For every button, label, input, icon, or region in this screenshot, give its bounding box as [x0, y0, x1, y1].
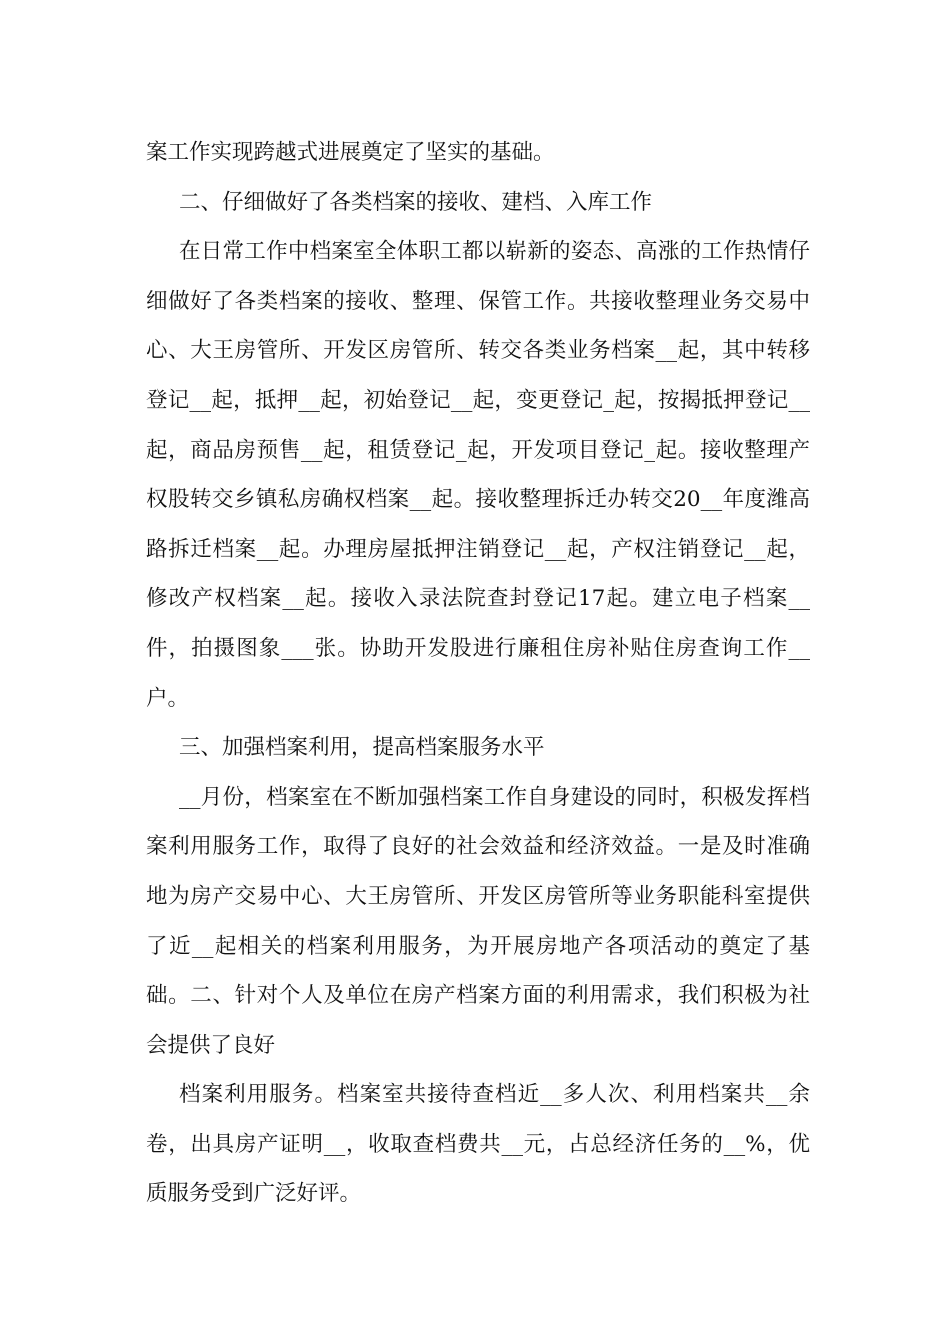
paragraph-archive-utilization: __月份，档案室在不断加强档案工作自身建设的同时，积极发挥档案利用服务工作，取得了良好的社会效益和经济效益。一是及时准确地为房产交易中心、大王房管所、开发区房管所等业务职能科室提供了近__起相关的档案利用服务，为开展房地产各项活动的奠定了基础。二、针对个人及单位在房产档案方面的利用需求，我们积极为社会提供了良好 — [146, 784, 810, 1058]
paragraph-continuation: 案工作实现跨越式进展奠定了坚实的基础。 — [146, 140, 555, 165]
section-heading-2: 二、仔细做好了各类档案的接收、建档、入库工作 — [179, 189, 653, 215]
paragraph-archive-service: 档案利用服务。档案室共接待查档近__多人次、利用档案共__余卷，出具房产证明__，收取查档费共__元，占总经济任务的__%，优质服务受到广泛好评。 — [146, 1082, 810, 1207]
document-body — [146, 128, 810, 1219]
paragraph-archive-receiving: 在日常工作中档案室全体职工都以崭新的姿态、高涨的工作热情仔细做好了各类档案的接收、整理、保管工作。共接收整理业务交易中心、大王房管所、开发区房管所、转交各类业务档案__起，其中转移登记__起，抵押__起，初始登记__起，变更登记_起，按揭抵押登记__起，商品房预售__起，租赁登记_起，开发项目登记_起。接收整理产权股转交乡镇私房确权档案__起。接收整理拆迁办转交20__年度潍高路拆迁档案__起。办理房屋抵押注销登记__起，产权注销登记__起，修改产权档案__起。接收入录法院查封登记17起。建立电子档案__件，拍摄图象___张。协助开发股进行廉租住房补贴住房查询工作__户。 — [146, 239, 810, 711]
section-heading-3: 三、加强档案利用，提高档案服务水平 — [179, 735, 545, 761]
